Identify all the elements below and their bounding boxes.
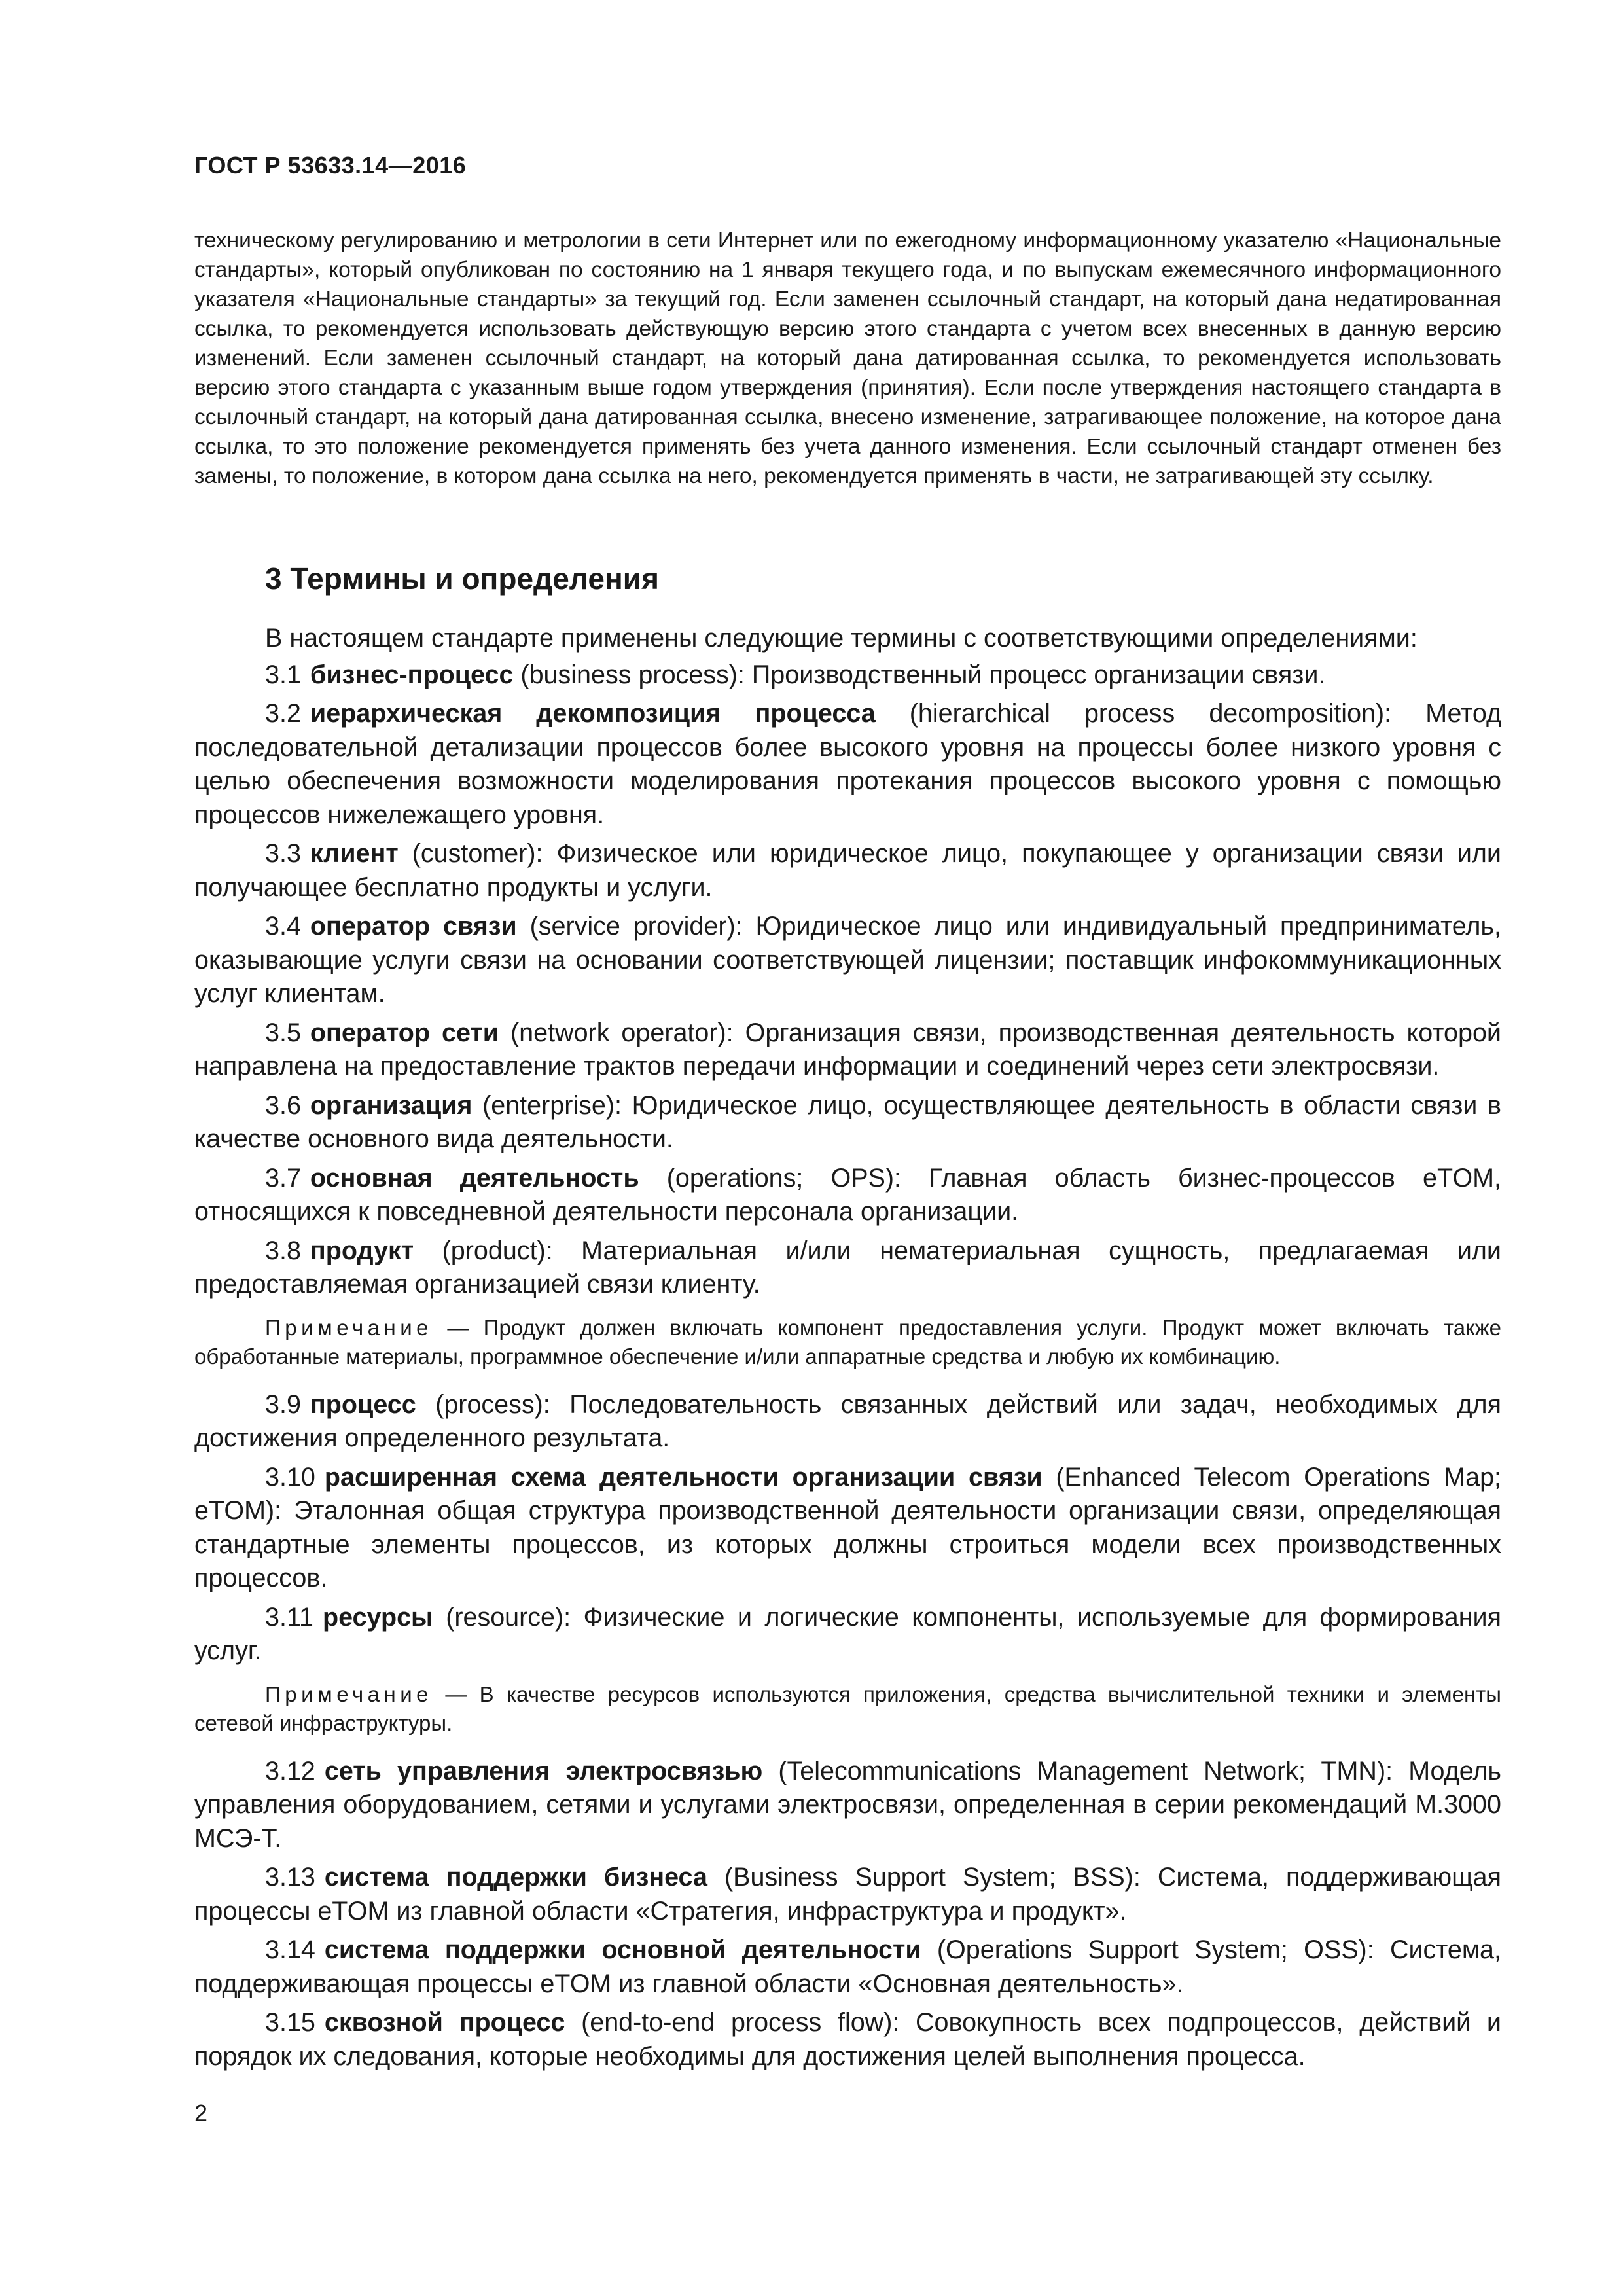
term-name: система поддержки бизнеса (324, 1863, 707, 1892)
term-item (194, 1234, 1501, 1302)
term-number: 3.5 (265, 1018, 301, 1047)
term-item (194, 1162, 1501, 1229)
term-definition: (resource): Физические и логические компоненты, используемые для формирования услуг. (194, 1602, 1501, 1665)
document-code-header: ГОСТ Р 53633.14—2016 (194, 152, 467, 179)
note-text: — В качестве ресурсов используются приложения, средства вычислительной техники и элементы сетевой инфраструктуры. (194, 1681, 1501, 1735)
term-item (194, 1461, 1501, 1596)
note-label: Примечание (265, 1681, 433, 1706)
term-definition: (Enhanced Telecom Operations Map; eTOM): Эталонная общая структура производственной деятельности организации связи, определяющая стандартные элементы процессов, из которых должны строиться модели всех производственных процессов. (194, 1462, 1502, 1592)
section-heading: 3 Термины и определения (265, 562, 659, 596)
note-paragraph (194, 1314, 1501, 1371)
term-number: 3.7 (265, 1163, 301, 1193)
note-label: Примечание (265, 1315, 433, 1340)
term-item (194, 837, 1501, 905)
term-number: 3.14 (265, 1935, 315, 1964)
note-paragraph (194, 1680, 1501, 1738)
term-item (194, 1755, 1501, 1856)
term-number: 3.11 (265, 1602, 313, 1632)
term-definition: (Operations Support System; OSS): Система, поддерживающая процессы eTOM из главной области «Основная деятельность». (194, 1935, 1501, 1998)
term-number: 3.3 (265, 839, 301, 868)
note-text: — Продукт должен включать компонент предоставления услуги. Продукт может включать также обработанные материалы, программное обеспечение и/или аппаратные средства и любую их комбинацию. (194, 1315, 1501, 1369)
term-name: организация (310, 1090, 473, 1120)
term-item (194, 658, 1501, 692)
term-name: оператор сети (310, 1018, 499, 1047)
term-name: клиент (310, 839, 399, 868)
term-number: 3.6 (265, 1090, 301, 1120)
term-name: продукт (310, 1236, 414, 1265)
term-definition: (service provider): Юридическое лицо или индивидуальный предприниматель, оказывающие услуги связи на основании соответствующей лицензии; поставщик инфокоммуникационных услуг клиентам. (194, 912, 1501, 1008)
term-definition: (product): Материальная и/или нематериальная сущность, предлагаемая или предоставляемая организацией связи клиенту. (194, 1236, 1501, 1299)
term-name: сеть управления электросвязью (324, 1756, 763, 1785)
term-number: 3.12 (265, 1756, 315, 1785)
term-definition: (network operator): Организация связи, производственная деятельность которой направлена на предоставление трактов передачи информации и соединений через сети электросвязи. (194, 1018, 1501, 1081)
term-name: оператор связи (310, 912, 517, 941)
term-item (194, 697, 1501, 832)
term-definition: (hierarchical process decomposition): Метод последовательной детализации процессов более высокого уровня на процессы более низкого уровня с целью обеспечения возможности моделирования протекания процессов высокого уровня с помощью процессов нижележащего уровня. (194, 699, 1501, 829)
terms-lead: В настоящем стандарте применены следующие термины с соответствующими определениями: (265, 624, 1418, 653)
term-name: процесс (310, 1390, 416, 1419)
term-name: сквозной процесс (324, 2008, 565, 2037)
term-number: 3.4 (265, 912, 301, 941)
term-name: основная деятельность (310, 1163, 639, 1193)
term-item (194, 1933, 1501, 2001)
term-item (194, 1388, 1501, 1456)
term-definition: (process): Последовательность связанных действий или задач, необходимых для достижения определенного результата. (194, 1390, 1501, 1452)
term-number: 3.8 (265, 1236, 301, 1265)
intro-paragraph: техническому регулированию и метрологии в сети Интернет или по ежегодному информационному указателю «Национальные стандарты», который опубликован по состоянию на 1 января текущего года, и по выпускам ежемесячного информационного указателя «Национальные стандарты» за текущий год. Если заменен ссылочный стандарт, на который дана недатированная ссылка, то рекомендуется использовать действующую версию этого стандарта с учетом всех внесенных в данную версию изменений. Если заменен ссылочный стандарт, на который дана датированная ссылка, то рекомендуется использовать версию этого стандарта с указанным выше годом утверждения (принятия). Если после утверждения настоящего стандарта в ссылочный стандарт, на который дана датированная ссылка, внесено изменение, затрагивающее положение, на которое дана ссылка, то это положение рекомендуется применять без учета данного изменения. Если ссылочный стандарт отменен без замены, то положение, в котором дана ссылка на него, рекомендуется применять в части, не затрагивающей эту ссылку. (194, 228, 1501, 488)
term-name: иерархическая декомпозиция процесса (310, 699, 876, 728)
term-definition: (operations; OPS): Главная область бизнес-процессов eTOM, относящихся к повседневной деятельности персонала организации. (194, 1163, 1502, 1226)
term-definition: (customer): Физическое или юридическое лицо, покупающее у организации связи или получающее бесплатно продукты и услуги. (194, 839, 1501, 902)
term-name: система поддержки основной деятельности (324, 1935, 921, 1964)
page-number: 2 (194, 2100, 208, 2126)
term-name: расширенная схема деятельности организации связи (324, 1462, 1043, 1492)
term-definition: (business process): Производственный процесс организации связи. (513, 660, 1326, 689)
term-item (194, 1016, 1501, 1084)
term-item (194, 1861, 1501, 1928)
term-definition: (Telecommunications Management Network; TMN): Модель управления оборудованием, сетями и услугами электросвязи, определенная в серии рекомендаций М.3000 МСЭ-Т. (194, 1756, 1501, 1853)
terms-list (194, 622, 1501, 2079)
term-number: 3.15 (265, 2008, 315, 2037)
term-item (194, 910, 1501, 1011)
term-item (194, 1089, 1501, 1157)
term-number: 3.13 (265, 1863, 315, 1892)
term-number: 3.9 (265, 1390, 301, 1419)
term-number: 3.1 (265, 660, 301, 689)
term-definition: (end-to-end process flow): Совокупность всех подпроцессов, действий и порядок их следования, которые необходимы для достижения целей выполнения процесса. (194, 2008, 1501, 2071)
term-definition: (Business Support System; BSS): Система, поддерживающая процессы eTOM из главной области «Стратегия, инфраструктура и продукт». (194, 1863, 1501, 1926)
term-name: бизнес-процесс (310, 660, 514, 689)
term-number: 3.10 (265, 1462, 315, 1492)
term-item (194, 1601, 1501, 1668)
term-item (194, 2006, 1501, 2073)
term-definition: (enterprise): Юридическое лицо, осуществляющее деятельность в области связи в качестве основного вида деятельности. (194, 1090, 1501, 1153)
term-number: 3.2 (265, 699, 301, 728)
term-name: ресурсы (322, 1602, 433, 1632)
